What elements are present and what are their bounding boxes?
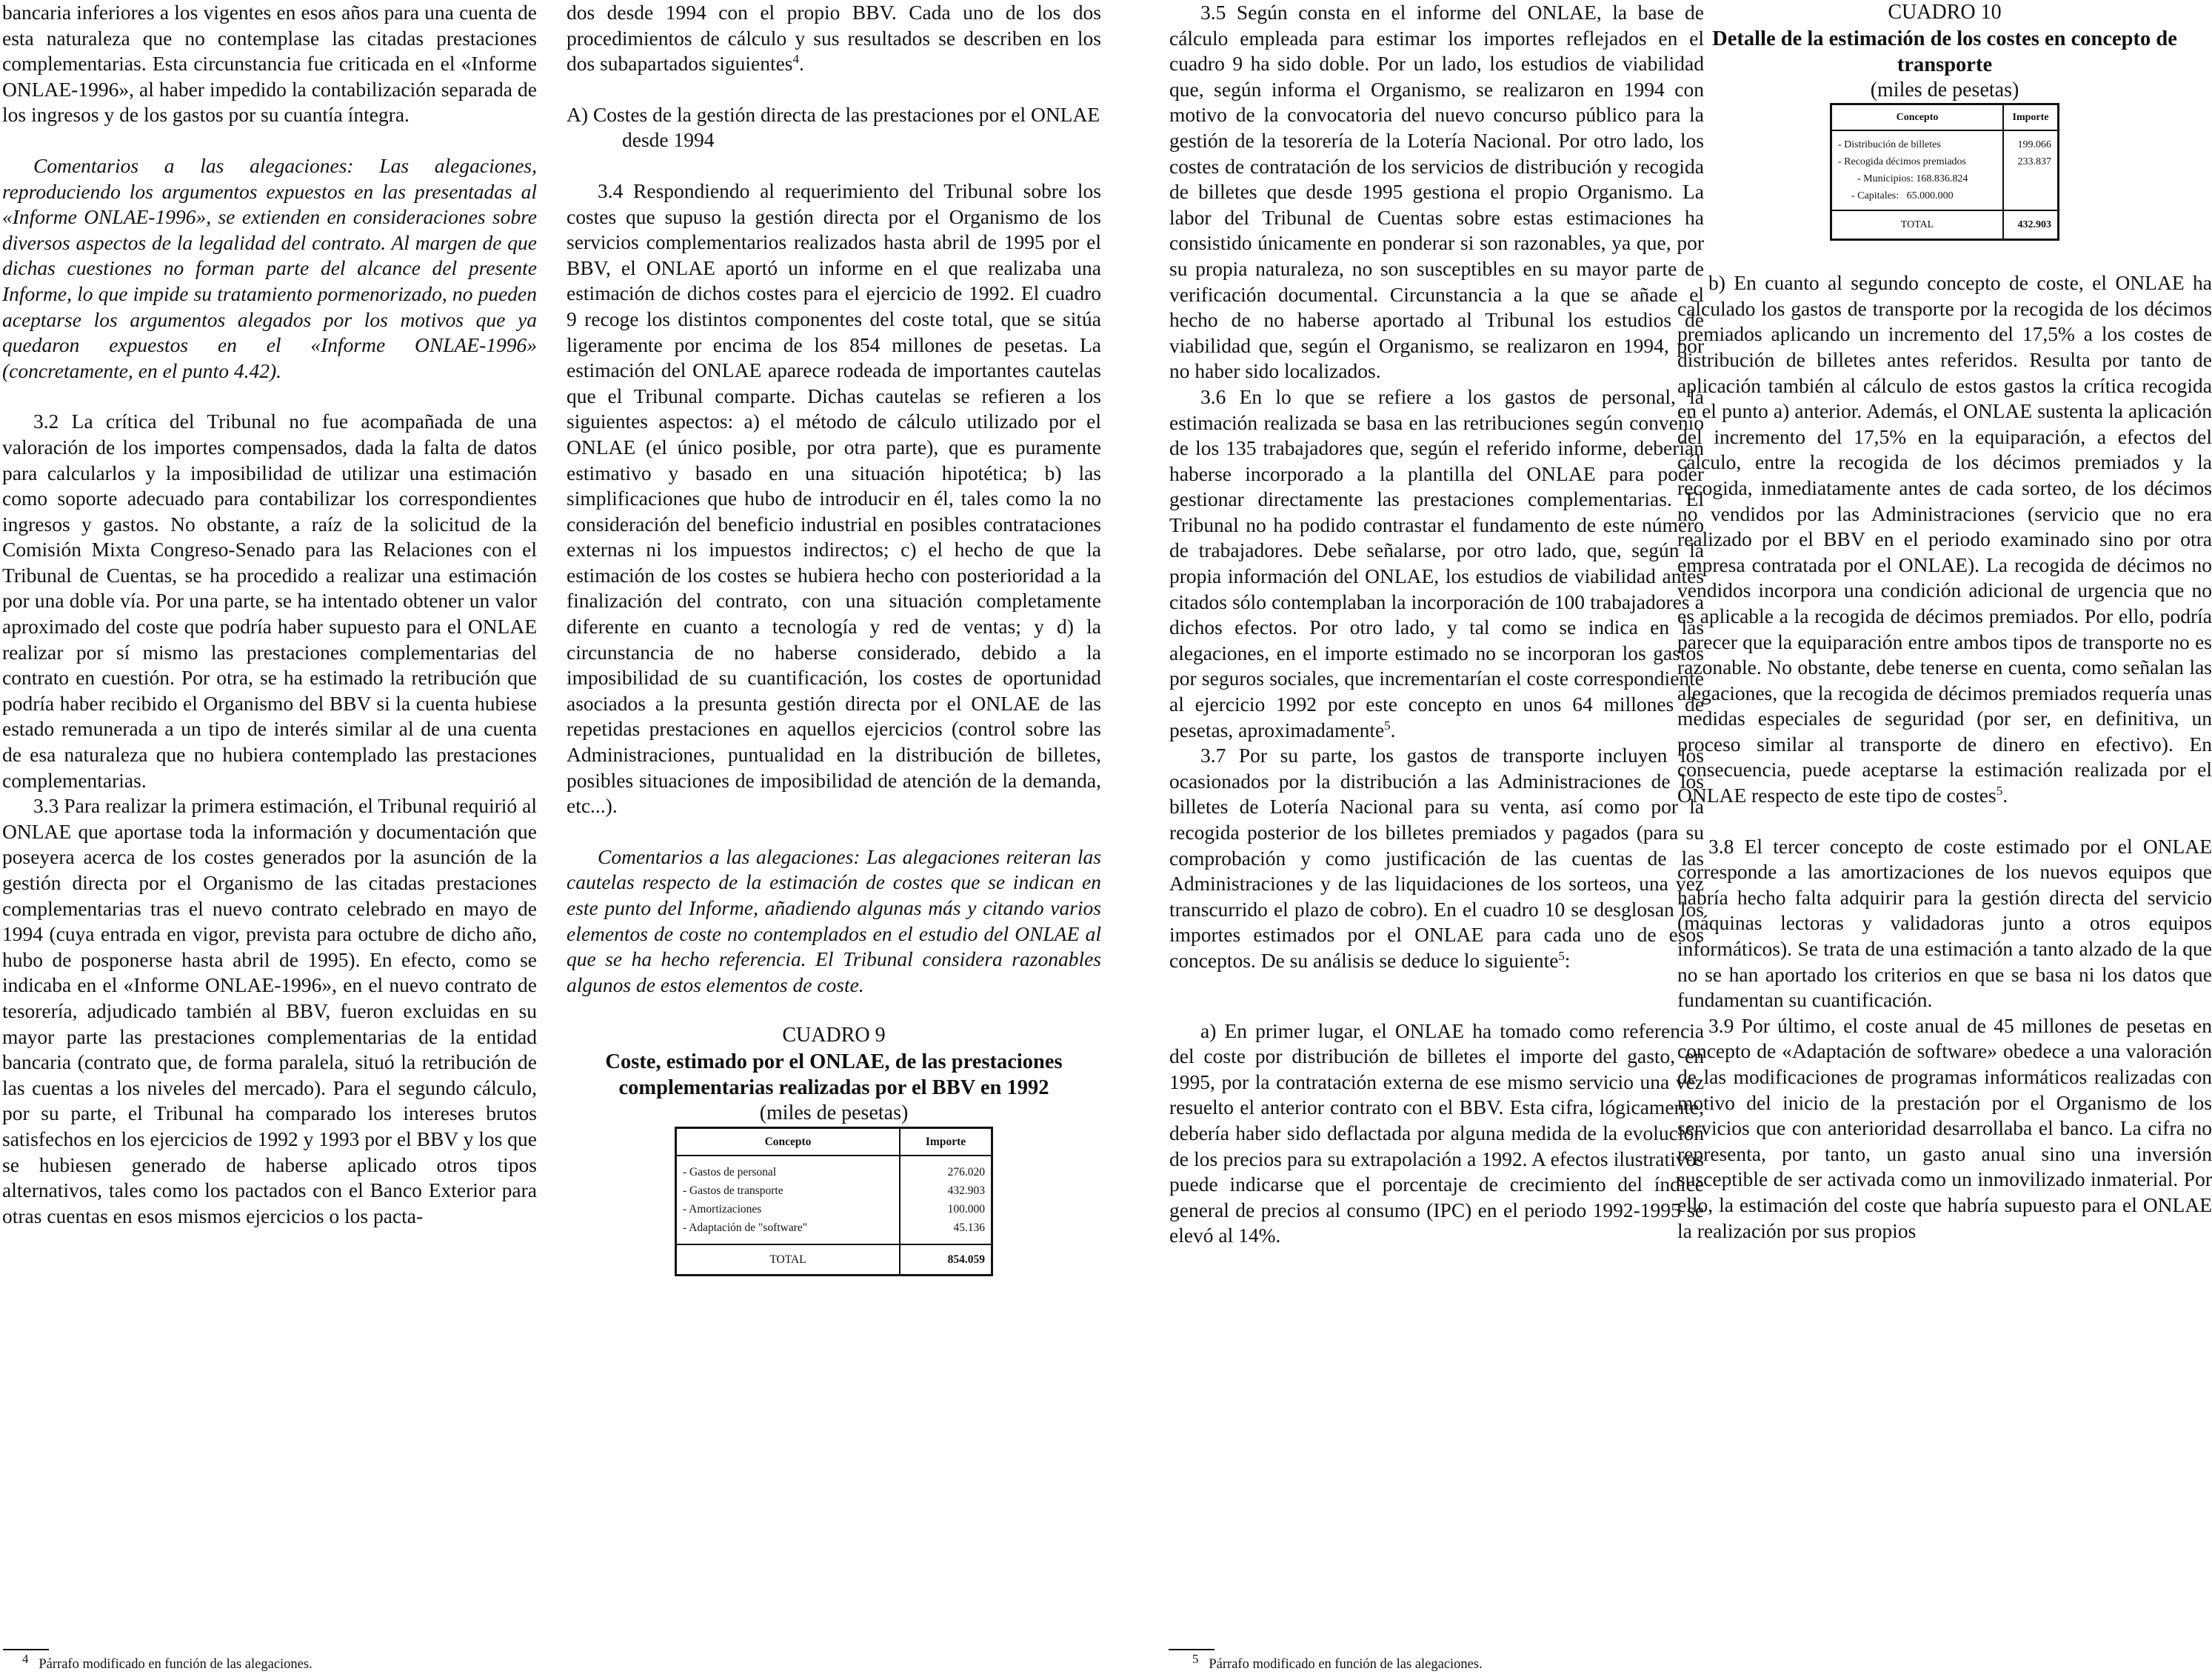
table-cell: - Gastos de transporte	[683, 1184, 783, 1197]
paragraph-a: a) En primer lugar, el ONLAE ha tomado como referencia del coste por distribución de billetes el importe del gasto, en 1995, por la contratación externa de ese mismo servicio una vez resuelto el anterior contrato con el BBV. Esta cifra, lógicamente, debería haber sido deflactada por alguna medida de la evolución de los precios para su extrapolación a 1992. A efectos ilustrativos puede indicarse que el porcentaje de crecimiento del índice general de precios al consumo (IPC) en el periodo 1992-1995 se elevó al 14%.	[1169, 1018, 1704, 1247]
total-amount: 432.903	[2003, 210, 2059, 240]
footnote-number: 5	[1192, 1651, 1199, 1666]
table-cell: 432.903	[900, 1181, 992, 1200]
table-cell: - Gastos de personal	[683, 1165, 777, 1178]
paragraph-3-6: 3.6 En lo que se refiere a los gastos de personal, la estimación realizada se basa en las retribuciones según convenio de los 135 trabajadores que, según el referido informe, deberían haberse incorporado a la plantilla del ONLAE para poder gestionar directamente las prestaciones complementarias. El Tribunal no ha podido contrastar el fundamento de este número de trabajadores. Debe señalarse, por otro lado, que, según la propia información del ONLAE, los estudios de viabilidad antes citados sólo contemplaban la incorporación de 100 trabajadores a dichos efectos. Por otro lado, y tal como se indica en las alegaciones, en el importe estimado no se incorporan los gastos por seguros sociales, que incrementarían el coste correspondiente al ejercicio 1992 por este concepto en unos 64 millones de pesetas, aproximadamente$^5$.	[1169, 384, 1704, 741]
table-cell: 199.066	[2003, 130, 2059, 153]
cuadro-9-label: CUADRO 9	[782, 1024, 886, 1047]
cuadro-10	[1677, 0, 2212, 241]
left-column-2	[567, 0, 1101, 1276]
alegaciones-comment: Comentarios a las alegaciones: Las alegaciones, reproduciendo los argumentos expuestos en las presentadas al «Informe ONLAE-1996», se extienden en consideraciones sobre diversos aspectos de la legalidad del contrato. Al margen de que dichas cuestiones no forman parte del alcance del presente Informe, lo que impide su tratamiento pormenorizado, no pueden aceptarse los argumentos alegados por los motivos que ya quedaron expuestos en el «Informe ONLAE-1996» (concretamente, en el punto 4.42).	[2, 153, 537, 382]
paragraph-continued: dos desde 1994 con el propio BBV. Cada uno de los dos procedimientos de cálculo y sus resultados se describen en los dos subapartados siguientes$^4$.	[567, 1, 1101, 76]
cuadro-10-label: CUADRO 10	[1888, 1, 2002, 24]
paragraph: bancaria inferiores a los vigentes en esos años para una cuenta de esta naturaleza que no contemplase las citadas prestaciones complementarias. Esta circunstancia fue criticada en el «Informe ONLAE-1996», al haber impedido la contabilización separada de los ingresos y de los gastos por su cuantía íntegra.	[2, 1, 537, 127]
right-page	[1106, 0, 2212, 1677]
cuadro-9	[567, 1023, 1101, 1276]
footnote-divider	[1169, 1649, 1214, 1650]
header-concepto: Concepto	[1831, 104, 2004, 131]
footnote-4	[22, 1651, 313, 1673]
table-cell: 233.837	[2003, 153, 2059, 170]
table-cell	[2003, 170, 2059, 187]
table-cell: - Amortizaciones	[683, 1202, 762, 1216]
paragraph-3-4: 3.4 Respondiendo al requerimiento del Tribunal sobre los costes que supuso la gestión directa por el Organismo de los servicios complementarios realizados hasta abril de 1995 por el BBV, el ONLAE aportó un informe en el que realizaba una estimación de dichos costes para el ejercicio de 1992. El cuadro 9 recoge los distintos componentes del coste total, que se sitúa ligeramente por encima de los 854 millones de pesetas. La estimación del ONLAE aparece rodeada de importantes cautelas que el Tribunal comparte. Dichas cautelas se refieren a los siguientes aspectos: a) el método de cálculo utilizado por el ONLAE (el único posible, por otra parte), que es puramente estimativo y basado en una situación hipotética; b) las simplificaciones que hubo de introducir en él, tales como la no consideración del beneficio industrial en posibles contrataciones externas ni los impuestos indirectos; c) el hecho de que la estimación de los costes se hubiera hecho con posterioridad a la finalización del contrato, con una situación completamente diferente en cuanto a tecnología y red de ventas; y d) la circunstancia de no haberse considerado, debido a la imposibilidad de su cuantificación, los costes de oportunidad asociados a la presunta gestión directa por el ONLAE de las repetidas prestaciones en aquellos ejercicios (control sobre las Administraciones, puntualidad en la distribución de billetes, posibles situaciones de imposibilidad de atención de la demanda, etc...).	[567, 179, 1101, 818]
table-cell: - Capitales: 65.000.000	[1851, 190, 1954, 202]
table-cell: 45.136	[900, 1218, 992, 1244]
table-cell: - Recogida décimos premiados	[1838, 156, 1967, 168]
right-column-1	[1169, 0, 1704, 1249]
total-label: TOTAL	[676, 1244, 900, 1276]
header-importe: Importe	[900, 1127, 992, 1156]
footnote-ref[interactable]: 5	[1384, 718, 1391, 733]
table-cell	[2003, 187, 2059, 210]
header-importe: Importe	[2003, 104, 2059, 131]
cuadro-10-table	[1830, 103, 2059, 241]
paragraph-3-7: 3.7 Por su parte, los gastos de transporte incluyen los ocasionados por la distribución a las Administraciones de los billetes de Lotería Nacional para su venta, así como por la recogida posterior de los billetes premiados y pagados (para su comprobación y como justificación de las cuentas de las Administraciones y de las liquidaciones de los sorteos, una vez transcurrido el plazo de cobro). En el cuadro 10 se desglosan los importes estimados por el ONLAE para cada uno de esos conceptos. De su análisis se deduce lo siguiente$^5$:	[1169, 744, 1704, 972]
total-label: TOTAL	[1831, 210, 2004, 240]
footnote-number: 4	[22, 1651, 29, 1666]
table-cell: - Adaptación de "software"	[683, 1221, 808, 1234]
footnote-text: Párrafo modificado en función de las alegaciones.	[39, 1657, 313, 1672]
paragraph-3-9: 3.9 Por último, el coste anual de 45 millones de pesetas en concepto de «Adaptación de software» obedece a una valoración de las modificaciones de programas informáticos realizadas con motivo del inicio de la prestación por el Organismo de los servicios que con anterioridad desarrollaba el banco. La cifra no representa, por tanto, un gasto anual sino una inversión susceptible de ser activada como un inmovilizado inmaterial. Por ello, la estimación del coste que habría supuesto para el ONLAE la realización por sus propios	[1677, 1013, 2212, 1242]
cuadro-10-title: Detalle de la estimación de los costes en concepto de transporte	[1712, 27, 2177, 76]
cuadro-9-unit: (miles de pesetas)	[759, 1101, 909, 1124]
cuadro-9-title: Coste, estimado por el ONLAE, de las prestaciones complementarias realizadas por el BBV en 1992	[605, 1050, 1063, 1099]
table-cell: - Distribución de billetes	[1838, 139, 1941, 151]
section-heading-a: A) Costes de la gestión directa de las prestaciones por el ONLAE desde 1994	[567, 102, 1100, 152]
left-column-1	[2, 0, 537, 1229]
paragraph-3-3: 3.3 Para realizar la primera estimación, el Tribunal requirió al ONLAE que aportase toda la información y documentación que poseyera acerca de los costes generados por la asunción de la gestión directa por el Organismo de las citadas prestaciones complementarias tras el nuevo contrato celebrado en mayo de 1994 (cuya entrada en vigor, prevista para octubre de dicho año, hubo de posponerse hasta abril de 1995). En efecto, como se indicaba en el «Informe ONLAE-1996», en el nuevo contrato de tesorería, adjudicado también al BBV, fueron excluidas en su mayor parte las prestaciones complementarias de la entidad bancaria (contrato que, de forma paralela, situó la retribución de las cuentas a los niveles del mercado). Para el segundo cálculo, por su parte, el Tribunal ha comparado los intereses brutos satisfechos en los ejercicios de 1992 y 1993 por el BBV y los que se hubiesen generado de haberse aplicado otros tipos alternativos, tales como los pactados con el Banco Exterior para otras cuentas en esos mismos ejercicios o los pacta-	[2, 794, 537, 1227]
total-amount: 854.059	[900, 1244, 992, 1276]
paragraph-b: b) En cuanto al segundo concepto de coste, el ONLAE ha calculado los gastos de transporte por la recogida de los décimos premiados aplicando un incremento del 17,5% a los costes de distribución de billetes antes referidos. Resulta por tanto de aplicación también al cálculo de estos gastos la crítica recogida en el punto a) anterior. Además, el ONLAE sustenta la aplicación del incremento del 17,5% en la equiparación, a efectos del cálculo, entre la recogida de los décimos premiados y la recogida, inmediatamente antes de cada sorteo, de los décimos no vendidos por las Administraciones (servicio que no era realizado por el BBV en el periodo examinado sino por otra empresa contratada por el ONLAE). La recogida de décimos no vendidos incorpora una condición adicional de urgencia que no es aplicable a la recogida de décimos premiados. Por ello, podría parecer que la equiparación entre ambos tipos de transporte no es razonable. No obstante, debe tenerse en cuenta, como señalan las alegaciones, que la recogida de décimos premiados requería unas medidas especiales de seguridad (por ser, en definitiva, un proceso similar al transporte de dinero en efectivo). En consecuencia, puede aceptarse la estimación realizada por el ONLAE respecto de este tipo de costes$^5$.	[1677, 271, 2212, 807]
footnote-ref[interactable]: 4	[792, 52, 800, 67]
footnote-ref[interactable]: 5	[1996, 783, 2003, 798]
table-cell: 100.000	[900, 1200, 992, 1218]
right-column-2	[1677, 0, 2212, 1244]
cuadro-10-unit: (miles de pesetas)	[1870, 78, 2019, 101]
footnote-divider	[3, 1649, 49, 1650]
footnote-ref[interactable]: 5	[1558, 948, 1565, 963]
paragraph-3-8: 3.8 El tercer concepto de coste estimado por el ONLAE corresponde a las amortizaciones de los nuevos equipos que habría hecho falta adquirir para la gestión directa del servicio (máquinas lectoras y validadoras junto a otros equipos informáticos). Se trata de una estimación a tanto alzado de la que no se han aportado los criterios en que se basa ni los datos que fundamentan su cuantificación.	[1677, 834, 2212, 1012]
cuadro-9-table	[675, 1127, 993, 1276]
table-cell: - Municipios: 168.836.824	[1857, 173, 1968, 185]
header-concepto: Concepto	[676, 1127, 900, 1156]
footnote-text: Párrafo modificado en función de las alegaciones.	[1209, 1657, 1483, 1672]
paragraph-3-5: 3.5 Según consta en el informe del ONLAE, la base de cálculo empleada para estimar los importes reflejados en el cuadro 9 ha sido doble. Por un lado, los estudios de viabilidad que, según informa el Organismo, se realizaron en 1994 con motivo de la convocatoria del nuevo concurso público para la gestión de la tesorería de la Lotería Nacional. Por otro lado, los costes de contratación de los servicios de distribución y recogida de billetes que desde 1995 gestiona el propio Organismo. La labor del Tribunal de Cuentas sobre estas estimaciones ha consistido únicamente en ponderar si son razonables, ya que, por su propia naturaleza, no son susceptibles en su mayor parte de verificación documental. Circunstancia a la que se añade el hecho de no haberse aportado al Tribunal los estudios de viabilidad que, según el Organismo, se realizaron en 1994, por no haber sido localizados.	[1169, 1, 1704, 383]
table-cell: 276.020	[900, 1156, 992, 1181]
alegaciones-comment: Comentarios a las alegaciones: Las alegaciones reiteran las cautelas respecto de la estimación de costes que se indican en este punto del Informe, añadiendo algunas más y citando varios elementos de coste no contemplados en el estudio del ONLAE al que se ha hecho referencia. El Tribunal considera razonables algunos de estos elementos de coste.	[567, 844, 1101, 996]
paragraph-3-2: 3.2 La crítica del Tribunal no fue acompañada de una valoración de los importes compensados, dada la falta de datos para calcularlos y la imposibilidad de utilizar una estimación como soporte adecuado para contabilizar los correspondientes ingresos y gastos. No obstante, a raíz de la solicitud de la Comisión Mixta Congreso-Senado para las Relaciones con el Tribunal de Cuentas, se ha procedido a realizar una estimación por una doble vía. Por una parte, se ha intentado obtener un valor aproximado del coste que podría haber supuesto para el ONLAE realizar por sí mismo las prestaciones complementarias del contrato en cuestión. Por otra, se ha estimado la retribución que podría haber recibido el Organismo del BBV si la cuenta hubiese estado remunerada a un tipo de interés similar al de una cuenta de esa naturaleza que no hubiera contemplado las prestaciones complementarias.	[2, 410, 537, 792]
footnote-5	[1192, 1651, 1483, 1673]
